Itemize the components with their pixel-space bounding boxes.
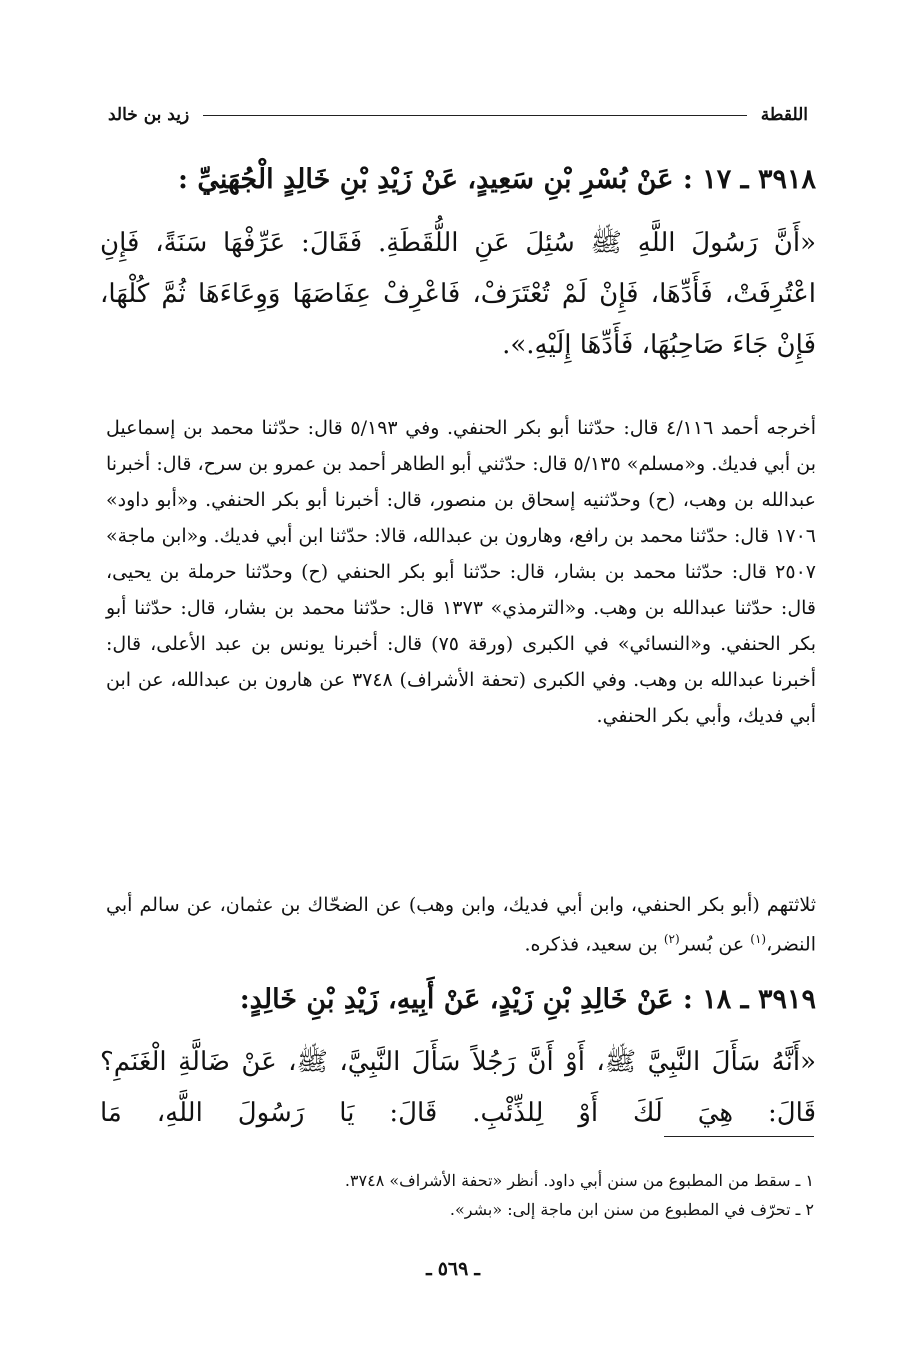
isnad-text-1: ثلاثتهم (أبو بكر الحنفي، وابن أبي فديك، وابن وهب) عن الضحّاك بن عثمان، عن سالم أبي النضر،: [106, 894, 816, 956]
footnote-separator: [664, 1136, 814, 1137]
header-narrator-title: زيد بن خالد: [108, 105, 190, 125]
isnad-text-2: عن بُسر: [679, 933, 751, 956]
header-rule: [203, 115, 747, 116]
footnote-1: ١ ـ سقط من المطبوع من سنن أبي داود. أنظر «تحفة الأشراف» ٣٧٤٨.: [344, 1171, 814, 1190]
page-number: ـ٥٦٩ـ: [426, 1258, 480, 1280]
takhrij-paragraph: أخرجه أحمد ٤/١١٦ قال: حدّثنا أبو بكر الحنفي. وفي ٥/١٩٣ قال: حدّثنا محمد بن إسماعيل بن أبي فديك. و«مسلم» ٥/١٣٥ قال: حدّثني أبو الطاهر أحمد بن عمرو بن سرح، قال: أخبرنا عبدالله بن وهب، (ح) وحدّثنيه إسحاق بن منصور، قال: أخبرنا أبو بكر الحنفي. و«أبو داود» ١٧٠٦ قال: حدّثنا محمد بن رافع، وهارون بن عبدالله، قالا: حدّثنا ابن أبي فديك. و«ابن ماجة» ٢٥٠٧ قال: حدّثنا محمد بن بشار، قال: حدّثنا أبو بكر الحنفي (ح) وحدّثنا حرملة بن يحيى، قال: حدّثنا عبدالله بن وهب. و«الترمذي» ١٣٧٣ قال: حدّثنا محمد بن بشار، قال: حدّثنا أبو بكر الحنفي. و«النسائي» في الكبرى (ورقة ٧٥) قال: أخبرنا يونس بن عبد الأعلى، قال: أخبرنا عبدالله بن وهب. وفي الكبرى (تحفة الأشراف) ٣٧٤٨ عن هارون بن عبدالله، عن ابن أبي فديك، وأبي بكر الحنفي.: [106, 417, 817, 727]
hadith-3918-text: «أَنَّ رَسُولَ اللَّهِ ﷺ سُئِلَ عَنِ اللُّقَطَةِ. فَقَالَ: عَرِّفْهَا سَنَةً، فَإِنِ اعْتُرِفَتْ، فَأَدِّهَا، فَإِنْ لَمْ تُعْتَرَفْ، فَاعْرِفْ عِفَاصَهَا وَوِعَاءَهَا ثُمَّ كُلْهَا، فَإِنْ جَاءَ صَاحِبُهَا، فَأَدِّهَا إِلَيْهِ.».: [100, 228, 816, 360]
hadith-3919-text: «أَنَّهُ سَأَلَ النَّبِيَّ ﷺ، أَوْ أَنَّ رَجُلاً سَأَلَ النَّبِيَّ، ﷺ، عَنْ ضَالَّةِ الْغَنَمِ؟ قَالَ: هِيَ لَكَ أَوْ لِلذِّئْبِ. قَالَ: يَا رَسُولَ اللَّهِ، مَا: [100, 1047, 816, 1128]
footnote-ref-1: (١): [750, 932, 767, 946]
hadith-3919-heading: ٣٩١٩ ـ ١٨ : عَنْ خَالِدِ بْنِ زَيْدٍ، عَنْ أَبِيهِ، زَيْدِ بْنِ خَالِدٍ:: [239, 984, 816, 1015]
hadith-3918-heading: ٣٩١٨ ـ ١٧ : عَنْ بُسْرِ بْنِ سَعِيدٍ، عَنْ زَيْدِ بْنِ خَالِدٍ الْجُهَنِيِّ :: [177, 164, 816, 195]
page-number-value: ٥٦٩: [437, 1258, 469, 1280]
running-header: [108, 100, 808, 130]
isnad-text-3: بن سعيد، فذكره.: [524, 933, 664, 956]
footnote-ref-2: (٢): [663, 932, 680, 946]
footnote-2: ٢ ـ تحرّف في المطبوع من سنن ابن ماجة إلى: «بشر».: [449, 1200, 814, 1219]
header-chapter-title: اللقطة: [760, 105, 808, 125]
isnad-paragraph: [106, 888, 816, 961]
footnotes: [114, 1166, 814, 1224]
